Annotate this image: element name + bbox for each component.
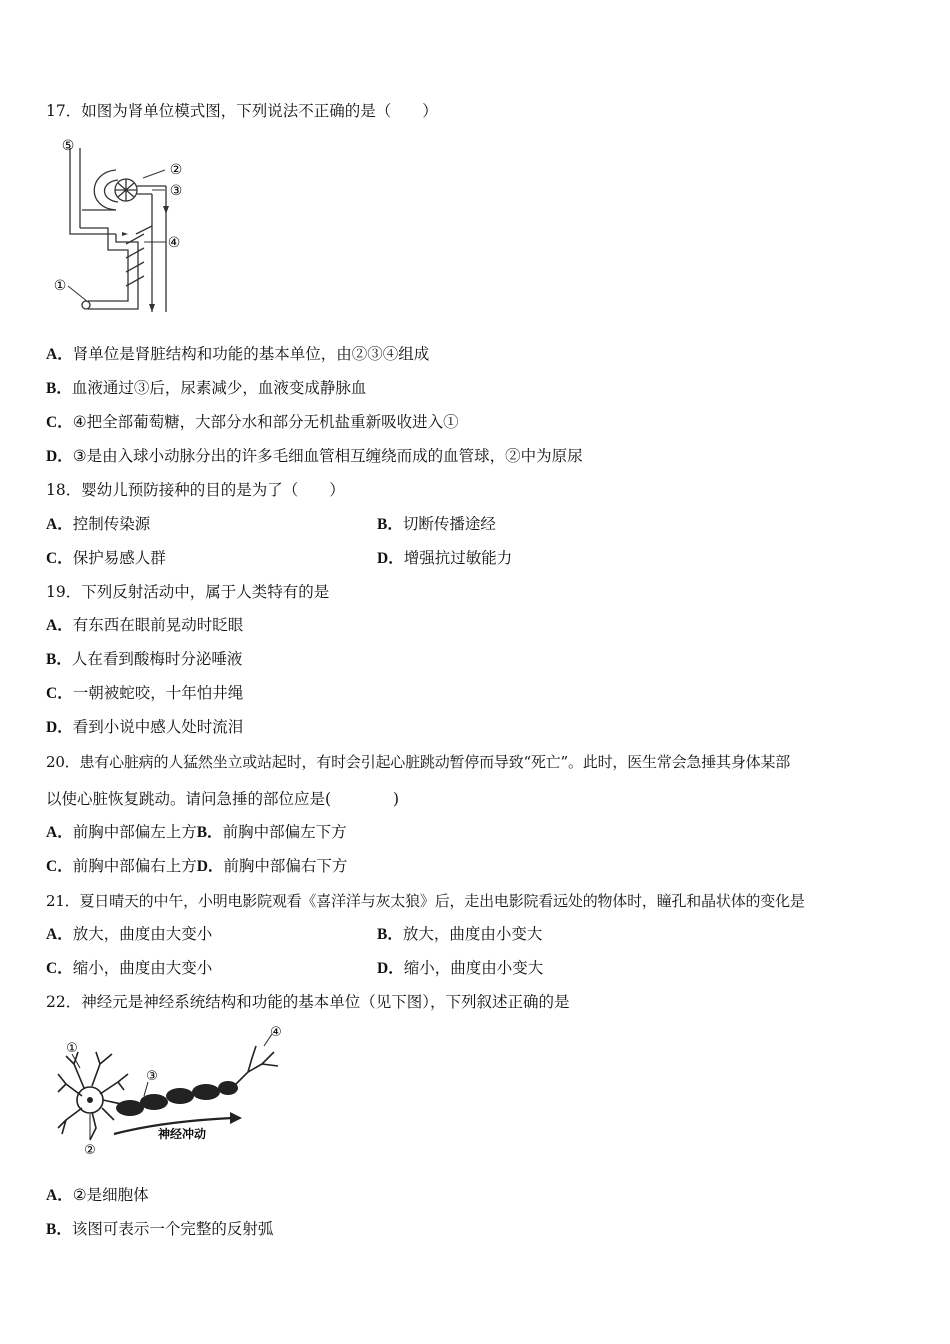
neuron-diagram bbox=[52, 1024, 292, 1164]
q19-option-b: B．人在看到酸梅时分泌唾液 bbox=[46, 650, 243, 668]
nephron-diagram bbox=[48, 134, 198, 328]
nephron-label-2: ② bbox=[169, 162, 183, 178]
q22-option-a: A．②是细胞体 bbox=[46, 1186, 149, 1204]
q20-stem-line2: 以使心脏恢复跳动。请问急捶的部位应是( ) bbox=[46, 790, 400, 808]
q17-option-b: B．血液通过③后，尿素减少，血液变成静脉血 bbox=[46, 379, 367, 397]
q17-option-c: C．④把全部葡萄糖，大部分水和部分无机盐重新吸收进入① bbox=[46, 413, 459, 431]
q22-stem: 22．神经元是神经系统结构和功能的基本单位（见下图），下列叙述正确的是 bbox=[46, 993, 570, 1011]
q18-stem: 18．婴幼儿预防接种的目的是为了（ ） bbox=[46, 481, 345, 499]
nephron-label-4: ④ bbox=[167, 235, 181, 251]
q17-option-d: D．③是由入球小动脉分出的许多毛细血管相互缠绕而成的血管球，②中为原尿 bbox=[46, 447, 583, 465]
q19-option-c: C．一朝被蛇咬，十年怕井绳 bbox=[46, 684, 244, 702]
q20-options-ab: A．前胸中部偏左上方B．前胸中部偏左下方 bbox=[46, 823, 347, 841]
q18-option-b: B．切断传播途经 bbox=[377, 515, 496, 533]
neuron-caption: 神经冲动 bbox=[157, 1127, 207, 1141]
q21-option-d: D．缩小，曲度由小变大 bbox=[377, 959, 544, 977]
q18-option-c: C．保护易感人群 bbox=[46, 549, 166, 567]
nephron-label-1: ① bbox=[53, 278, 67, 294]
q18-option-d: D．增强抗过敏能力 bbox=[377, 549, 513, 567]
q20-options-cd: C．前胸中部偏右上方D．前胸中部偏右下方 bbox=[46, 857, 348, 875]
nephron-label-5: ⑤ bbox=[61, 138, 75, 154]
q19-option-a: A．有东西在眼前晃动时眨眼 bbox=[46, 616, 244, 634]
neuron-label-4: ④ bbox=[270, 1025, 282, 1040]
q20-stem-line1: 20．患有心脏病的人猛然坐立或站起时，有时会引起心脏跳动暂停而导致“死亡”。此时，医生常会急捶其身体某部 bbox=[46, 753, 791, 771]
q18-option-a: A．控制传染源 bbox=[46, 515, 151, 533]
q21-option-c: C．缩小，曲度由大变小 bbox=[46, 959, 213, 977]
q21-stem: 21．夏日晴天的中午，小明电影院观看《喜洋洋与灰太狼》后，走出电影院看远处的物体时，瞳孔和晶状体的变化是 bbox=[46, 892, 805, 910]
neuron-label-2: ② bbox=[84, 1143, 96, 1158]
neuron-label-1: ① bbox=[66, 1041, 78, 1056]
q22-option-b: B．该图可表示一个完整的反射弧 bbox=[46, 1220, 274, 1238]
nephron-label-3: ③ bbox=[169, 183, 183, 199]
q21-option-b: B．放大，曲度由小变大 bbox=[377, 925, 543, 943]
q17-stem: 17．如图为肾单位模式图，下列说法不正确的是（ ） bbox=[46, 102, 438, 120]
neuron-label-3: ③ bbox=[146, 1069, 158, 1084]
q19-stem: 19．下列反射活动中，属于人类特有的是 bbox=[46, 583, 330, 601]
q17-option-a: A．肾单位是肾脏结构和功能的基本单位，由②③④组成 bbox=[46, 345, 430, 363]
q21-option-a: A．放大，曲度由大变小 bbox=[46, 925, 213, 943]
q19-option-d: D．看到小说中感人处时流泪 bbox=[46, 718, 244, 736]
